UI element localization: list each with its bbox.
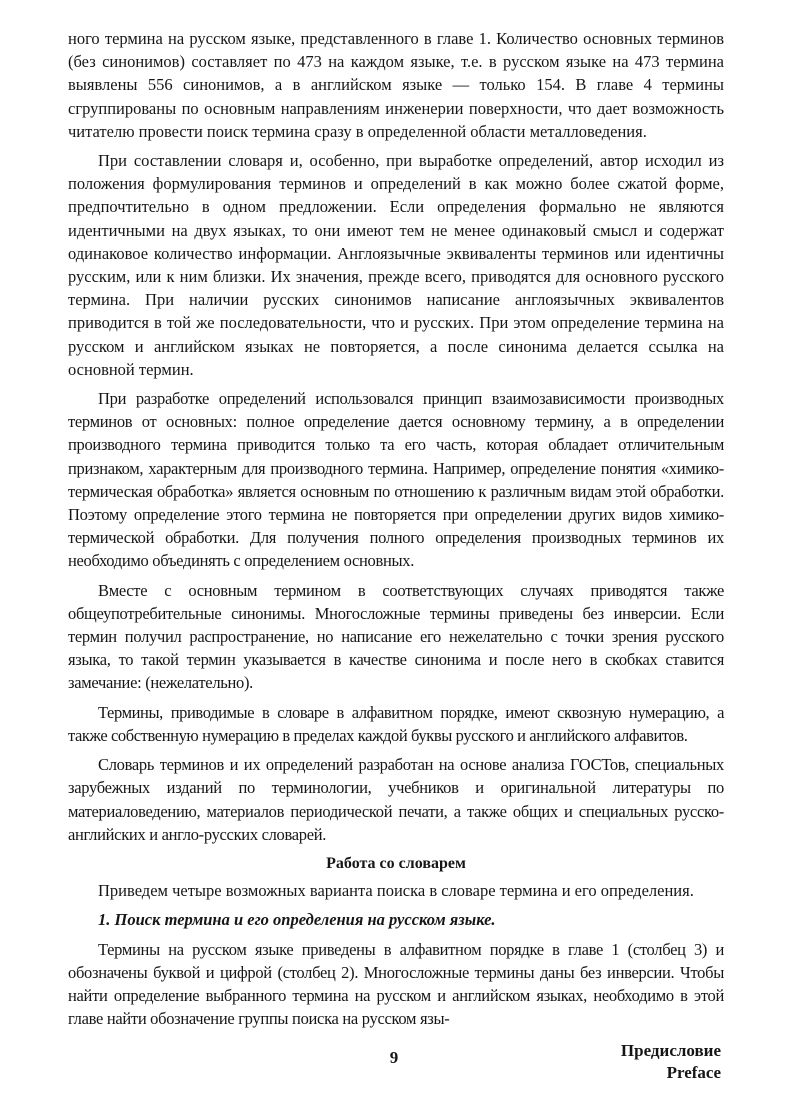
paragraph-search: Термины на русском языке приведены в алфавитном порядке в главе 1 (столбец 3) и обозначены буквой и цифрой (столбец 2). Многосложные термины даны без инверсии. Чтобы найти определение выбранного термина на русском и английском языках, необходимо в этой главе найти обозначение группы поиска на русском язы- [68, 939, 724, 1029]
running-head [621, 1040, 721, 1084]
body-text [68, 27, 724, 1036]
section-intro: Приведем четыре возможных варианта поиска в словаре термина и его определения. [98, 881, 694, 901]
paragraph-synonyms: Вместе с основным термином в соответствующих случаях приводятся также общеупотребительные синонимы. Многосложные термины приведены без инверсии. Если термин получил распространение, но написание его нежелательно с точки зрения русского языка, то такой термин указывается в качестве синонима и после него в скобках ставится замечание: (нежелательно). [68, 580, 724, 693]
paragraph-continuation: ного термина на русском языке, представленного в главе 1. Количество основных терминов (без синонимов) составляет по 473 на каждом языке, т.е. в русском языке на 473 термина выявлены 556 синонимов, а в английском языке — только 154. В главе 4 термины сгруппированы по основным направлениям инженерии поверхности, что дает возможность читателю провести поиск термина сразу в определенной области металловедения. [68, 29, 724, 141]
page-number: 9 [389, 1048, 399, 1067]
paragraph-compilation: При составлении словаря и, особенно, при выработке определений, автор исходил из положения формулирования терминов и определений в как можно более сжатой форме, предпочтительно в одном предложении. Если определения формально не являются идентичными на двух языках, то они имеют тем не менее одинаковый смысл и содержат одинаковое количество информации. Англоязычные эквиваленты терминов или идентичны русским, или к ним близки. Их значения, прежде всего, приводятся для основного русского термина. При наличии русских синонимов написание англоязычных эквивалентов приводится в той же последовательности, что и русских. При этом определение термина на русском и английском языках не повторяется, а после синонима делается ссылка на основной термин. [68, 151, 724, 379]
paragraph-sources: Словарь терминов и их определений разработан на основе анализа ГОСТов, специальных зарубежных изданий по терминологии, учебников и оригинальной литературы по материаловедению, материалов периодической печати, а также общих и специальных русско-английских и англо-русских словарей. [68, 755, 724, 844]
running-head-ru: Предисловие [620, 1041, 721, 1060]
paragraph-numbering: Термины, приводимые в словаре в алфавитном порядке, имеют сквозную нумерацию, а также собственную нумерацию в пределах каждой буквы русского и английского алфавитов. [68, 702, 724, 745]
subheading: 1. Поиск термина и его определения на русском языке. [98, 910, 496, 930]
paragraph-definitions: При разработке определений использовался принцип взаимозависимости производных терминов от основных: полное определение дается основному термину, а в определении производного термина приводится только та его часть, которая обладает отличительным признаком, характерным для производного термина. Например, определение понятия «химико-термическая обработка» является основным по отношению к различным видам этой обработки. Поэтому определение этого термина не повторяется при определении других видов химико-термической обработки. Для получения полного определения производных терминов их необходимо объединять с определением основных. [68, 389, 724, 571]
section-heading: Работа со словарем [326, 854, 466, 872]
running-head-en: Preface [666, 1063, 721, 1082]
